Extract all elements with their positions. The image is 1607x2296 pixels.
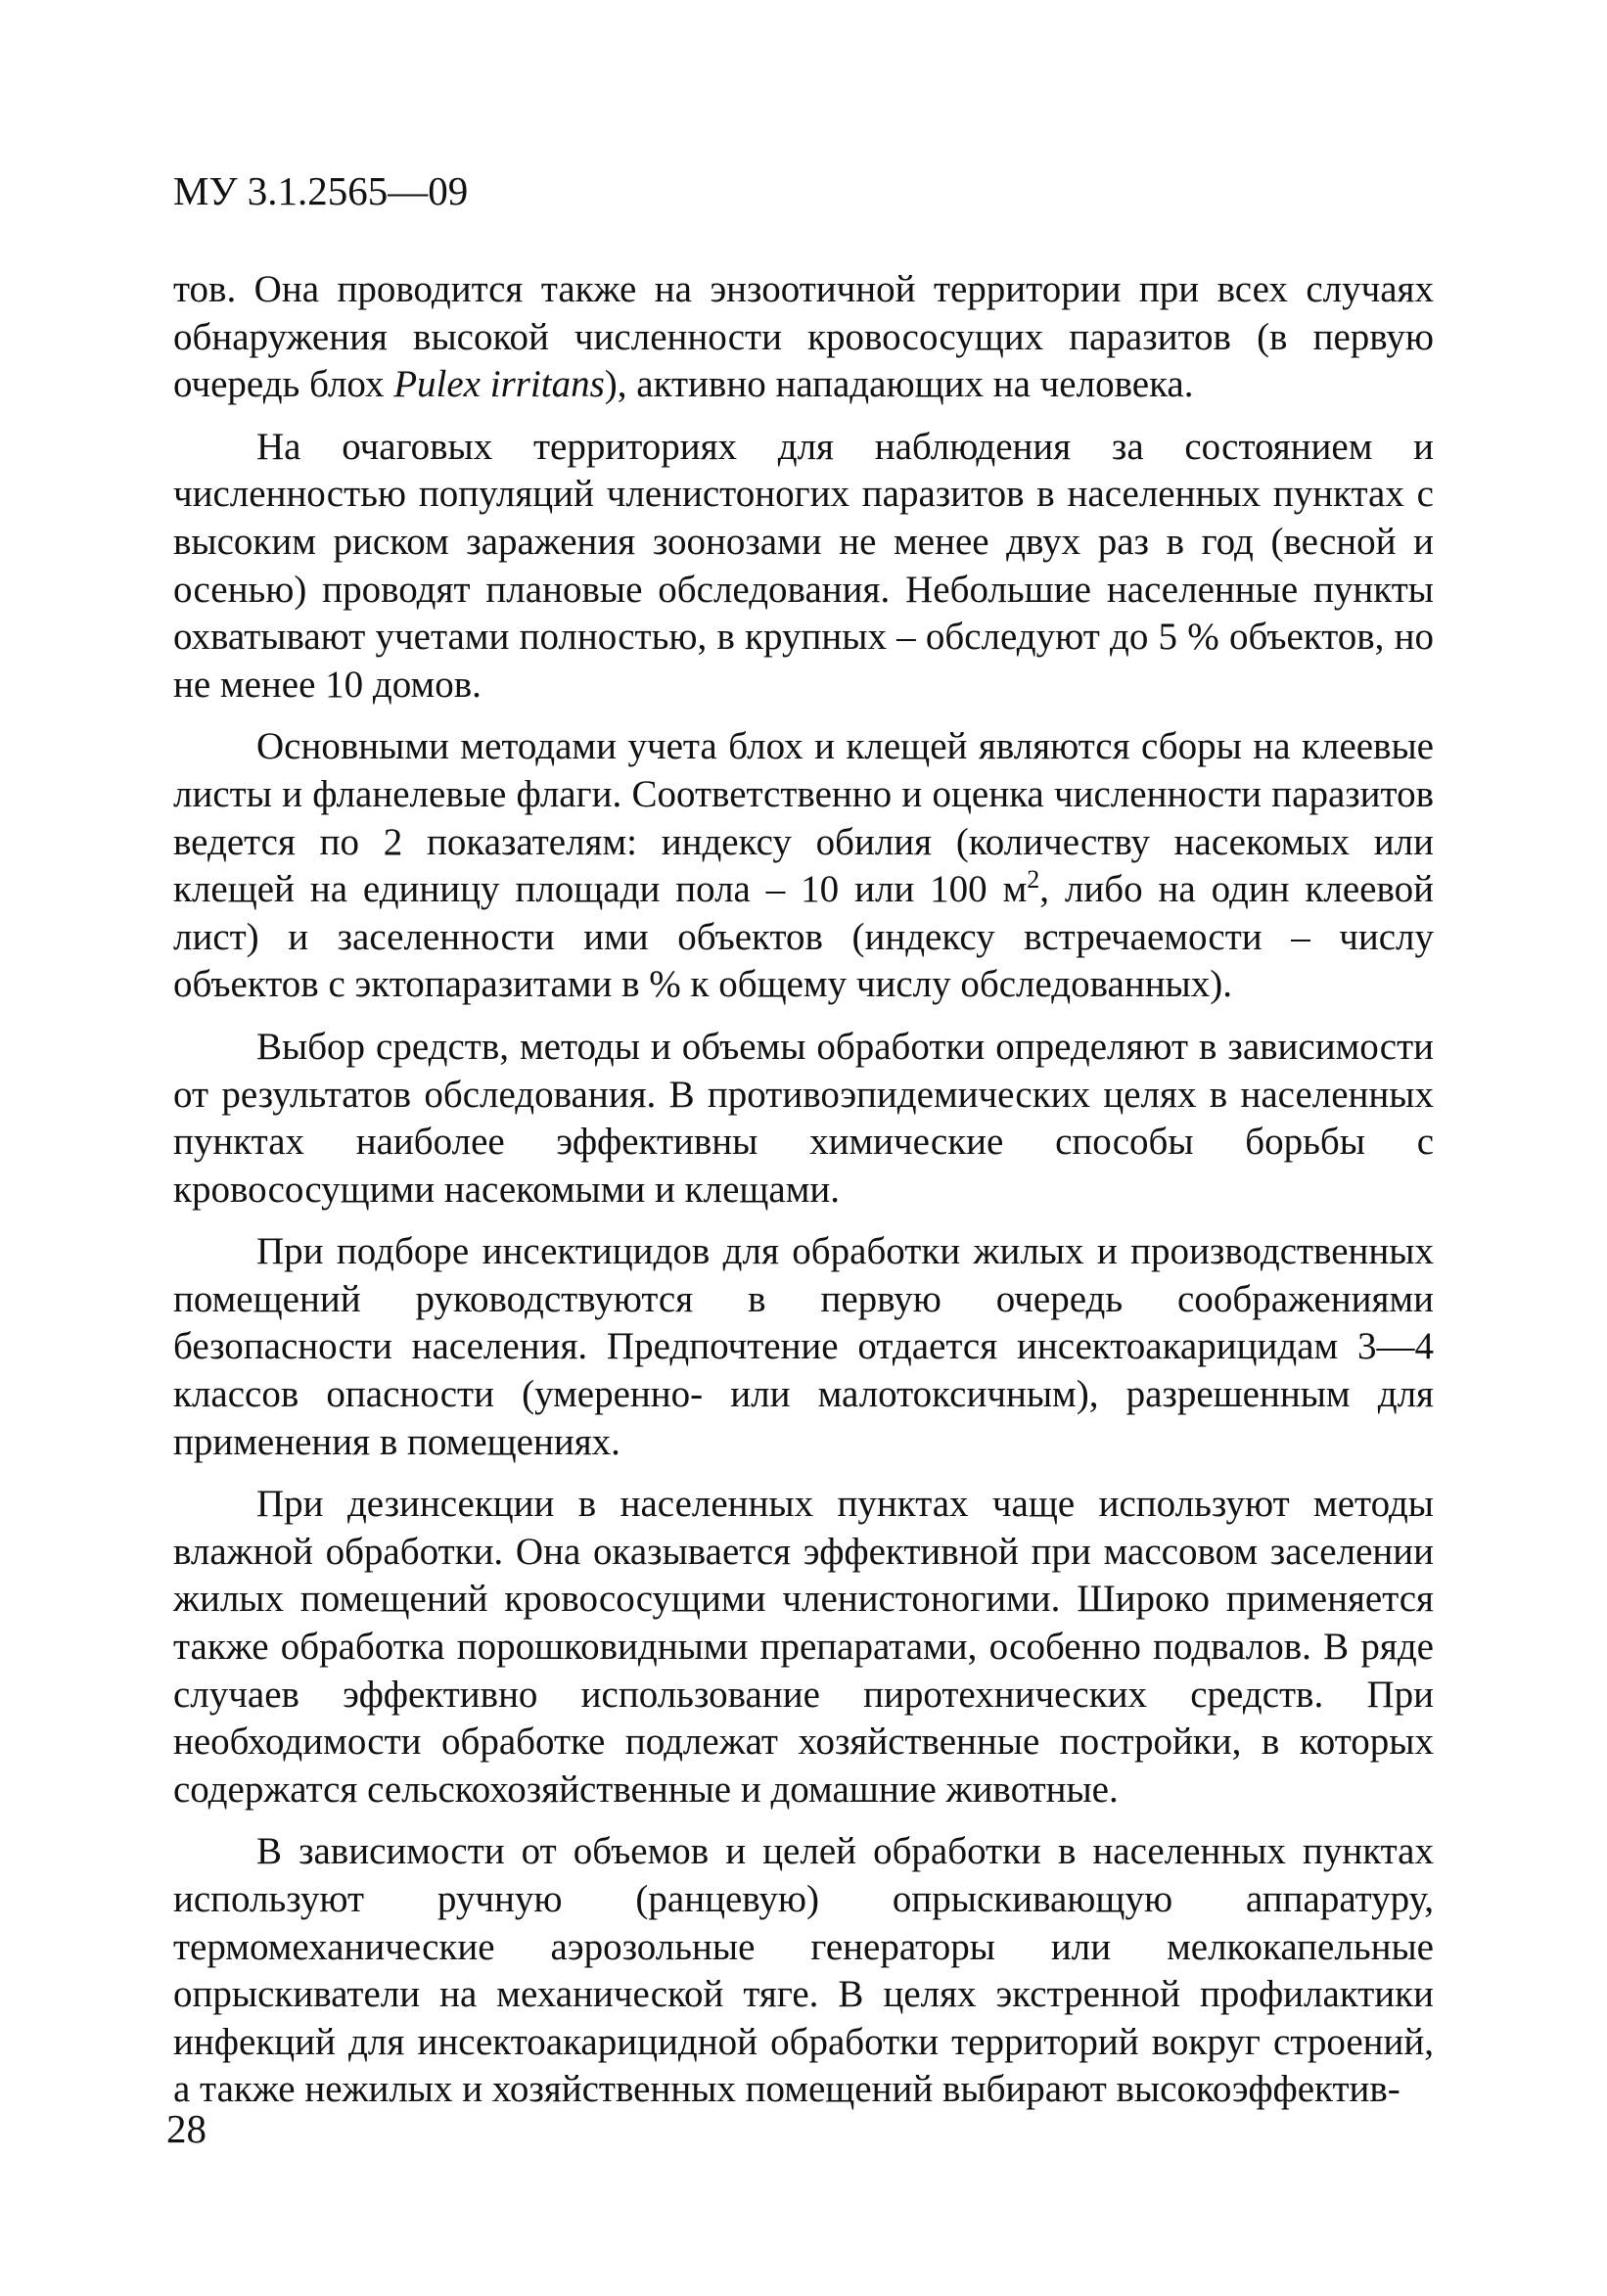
text-run: , либо на один клеевой лист) и заселенности ими объектов (индексу встречаемости – числу объектов с эктопаразитами в % к общему числу обследованных). [173,868,1434,1006]
text-run: В зависимости от объемов и целей обработки в населенных пунктах используют ручную (ранцевую) опрыскивающую аппаратуру, термомеханические аэрозольные генераторы или мелкокапельные опрыскиватели на механической тяге. В целях экстренной профилактики инфекций для инсектоакарицидной обработки территорий вокруг строений, а также нежилых и хозяйственных помещений выбирают высокоэффектив- [173,1830,1434,2111]
superscript: 2 [1027,865,1040,895]
paragraph [173,723,1434,1009]
paragraph [173,424,1434,710]
paragraph-gap [173,409,1434,424]
text-run: Основными методами учета блох и клещей являются сборы на клеевые листы и фланелевые флаги. Соответственно и оценка численности паразитов ведется по 2 показателям: индексу обилия (количеству насекомых или клещей на единицу площади пола – 10 или 100 м [173,725,1434,911]
text-run: При подборе инсектицидов для обработки жилых и производственных помещений руководствуются в первую очередь соображениями безопасности населения. Предпочтение отдается инсектоакарицидам 3—4 классов опасности (умеренно- или малотоксичным), разрешенным для применения в помещениях. [173,1230,1434,1463]
paragraph-gap [173,1466,1434,1481]
text-run: При дезинсекции в населенных пунктах чаще используют методы влажной обработки. Она оказывается эффективной при массовом заселении жилых помещений кровососущими членистоногими. Широко применяется также обработка порошковидными препаратами, особенно подвалов. В ряде случаев эффективно использование пиротехнических средств. При необходимости обработке подлежат хозяйственные постройки, в которых содержатся сельскохозяйственные и домашние животные. [173,1483,1434,1811]
italic-term: Pulex irritans [393,363,605,406]
paragraph-gap [173,1009,1434,1024]
text-run: тов. Она проводится также на энзоотичной территории при всех случаях обнаружения высокой численности кровососущих паразитов (в первую очередь блох [173,268,1434,406]
text-run: Выбор средств, методы и объемы обработки определяют в зависимости от результатов обследования. В противоэпидемических целях в населенных пунктах наиболее эффективны химические способы борьбы с кровососущими насекомыми и клещами. [173,1025,1434,1211]
paragraph [173,1228,1434,1466]
paragraph-gap [173,1214,1434,1228]
paragraph [173,1024,1434,1214]
paragraph [173,1828,1434,2114]
paragraph-gap [173,1814,1434,1828]
paragraph [173,1481,1434,1814]
text-run: ), активно нападающих на человека. [604,363,1194,406]
paragraph-gap [173,709,1434,723]
text-run: На очаговых территориях для наблюдения за состоянием и численностью популяций членистоногих паразитов в населенных пунктах с высоким риском заражения зоонозами не менее двух раз в год (весной и осенью) проводят плановые обследования. Небольшие населенные пункты охватывают учетами полностью, в крупных – обследуют до 5 % объектов, но не менее 10 домов. [173,425,1434,706]
body-text [173,266,1434,2114]
running-header: МУ 3.1.2565—09 [173,168,469,213]
page-number: 28 [166,2106,207,2151]
paragraph [173,266,1434,409]
